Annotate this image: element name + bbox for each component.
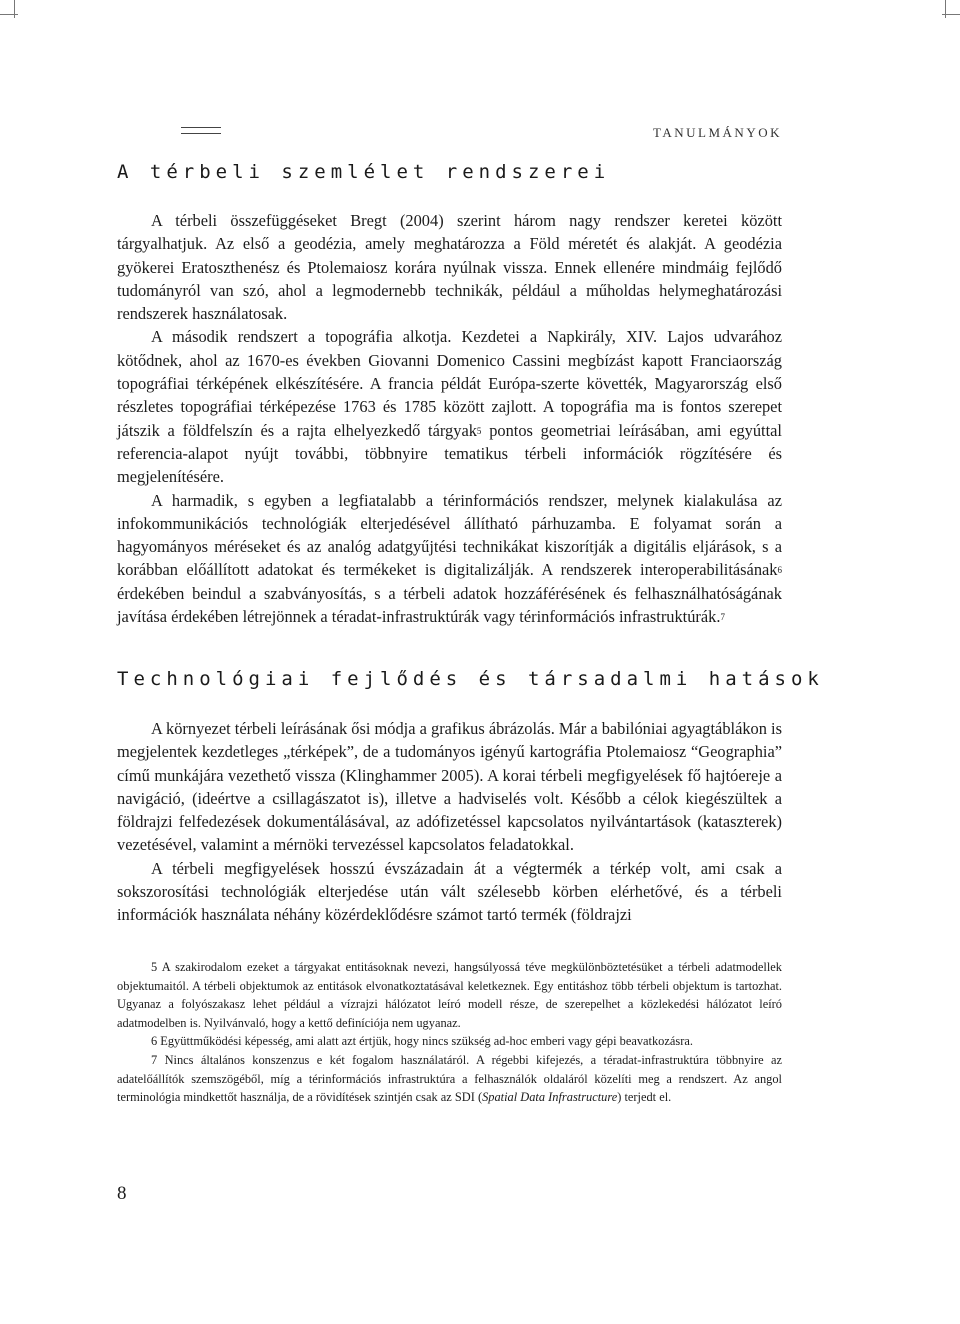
header-rule-mark bbox=[181, 127, 221, 134]
footnote-ref-5[interactable]: 5 bbox=[476, 425, 482, 436]
paragraph-text: A harmadik, s egyben a legfiatalabb a térinformációs rendszer, melynek kialakulása az infokommunikációs technológiák elterjedésével állítható párhuzamba. E folyamat során a hagyományos méréseket és az analóg adatgyűjtési technikákat kiszorítják a digitális eljárások, s a korábban előállított adatokat és termékeket is digitalizálják. A rendszerek interoperabilitásának bbox=[117, 490, 782, 580]
running-head: TANULMÁNYOK bbox=[652, 125, 782, 140]
section-title-terbeli-szemlelet: A térbeli szemlélet rendszerei bbox=[117, 161, 611, 183]
paragraph bbox=[117, 717, 782, 857]
footnote-text: 7 Nincs általános konszenzus e két fogalom használatáról. A régebbi kifejezés, a téradat-infrastruktúra többnyire az adatelőállítók szemszögéből, míg a térinformációs infrastruktúra a felhasználók oldaláról közelíti meg a rendszert. Az angol terminológia mindkettőt használja, de a rövidítések szintjén csak az SDI ( bbox=[117, 1052, 782, 1105]
paragraph bbox=[117, 857, 782, 927]
section-body-1 bbox=[117, 209, 782, 628]
crop-mark-top-left-h bbox=[0, 14, 18, 15]
paragraph-text: A térbeli megfigyelések hosszú évszázadain át a végtermék a térkép volt, ami csak a sokszorosítási technológiák elterjedése után vált szélesebb körben elérhetővé, és a térbeli információk használata néhány közérdeklődésre számot tartó termék (földrajzi bbox=[117, 858, 782, 925]
footnote-ref-6[interactable]: 6 bbox=[777, 565, 782, 576]
crop-mark-top-left bbox=[14, 0, 15, 18]
section-body-2 bbox=[117, 717, 782, 927]
paragraph-text: A második rendszert a topográfia alkotja. Kezdetei a Napkirály, XIV. Lajos udvarához kötődnek, ahol az 1670-es években Giovanni Domenico Cassini megbízást kapott Franciaország topográfiai térképének elkészítésére. A francia példát Európa-szerte követték, Magyarország első részletes topográfiai térképezése 1763 és 1785 között zajlott. A topográfia ma is fontos szerepet játszik a földfelszín és a rajta elhelyezkedő tárgyak bbox=[117, 327, 782, 440]
paragraph-text: érdekében beindul a szabványosítás, s a térbeli adatok hozzáférésének és felhasználhatóságának javítása érdekében létrejönnek a téradat-infrastruktúrák vagy térinformációs infrastruktúrák. bbox=[117, 583, 782, 627]
footnote-ref-7[interactable]: 7 bbox=[720, 612, 725, 623]
footnote-text: ) terjedt el. bbox=[617, 1090, 672, 1105]
paragraph-text: A környezet térbeli leírásának ősi módja a grafikus ábrázolás. Már a babilóniai agyagtáblákon is megjelentek kezdetleges „térképek”, de a tudományos igényű kartográfia Ptolemaiosz “Geographia” című munkájára vezethető vissza (Klinghammer 2005). A korai térbeli megfigyelések fő hajtóereje a navigáció, (ideértve a csillagászatot is), illetve a hadviselés volt. Később a célok kiegészültek a földrajzi felfedezések dokumentálásával, az adófizetéssel kapcsolatos nyilvántartások (kataszterek) vezetésével, valamint a mérnöki tervezéssel kapcsolatos feladatokkal. bbox=[117, 719, 782, 855]
crop-mark-top-right-h bbox=[942, 14, 960, 15]
paragraph-text: pontos geometriai leírásában, ami egyúttal referencia-alapot nyújt további, többnyire tematikus térbeli információk rögzítésére és megjelenítésére. bbox=[117, 420, 782, 487]
section-title-technologiai-fejlodes: Technológiai fejlődés és társadalmi hatások bbox=[117, 668, 824, 690]
paragraph bbox=[117, 325, 782, 488]
footnote-5: 5 A szakirodalom ezeket a tárgyakat entitásoknak nevezi, hangsúlyossá téve megkülönböztetésüket a térbeli adatmodellek objektumaitól. A térbeli objektumok az entitások elvonatkoztatásával keletkeznek. Egy entitáshoz több térbeli objektum is tartozhat. Ugyanaz a folyószakasz lehet például a vízrajzi hálózatot leíró modell része, de szerepelhet a közlekedési hálózatot leíró adatmodelben is. Nyilvánvaló, hogy a kettő definíciója nem ugyanaz. bbox=[117, 960, 782, 1030]
page-number: 8 bbox=[117, 1183, 127, 1204]
crop-mark-top-right bbox=[945, 0, 946, 18]
paragraph-text: A térbeli összefüggéseket Bregt (2004) szerint három nagy rendszer keretei között tárgyalhatjuk. Az első a geodézia, amely meghatározza a Föld méretét és alakját. A geodézia gyökerei Eratoszthenész és Ptolemaiosz korára nyúlnak vissza. Ennek ellenére mindmáig fejlődő tudományról van szó, ahol a legmodernebb technikák, például a műholdas helymeghatározási rendszerek használatosak. bbox=[117, 211, 782, 324]
footnotes bbox=[117, 958, 782, 1107]
footnote-7 bbox=[117, 1051, 782, 1107]
paragraph bbox=[117, 489, 782, 629]
paragraph bbox=[117, 209, 782, 325]
footnote-6: 6 Együttműködési képesség, ami alatt azt értjük, hogy nincs szükség ad-hoc emberi vagy gépi beavatkozásra. bbox=[151, 1034, 693, 1049]
footnote-italic-term: Spatial Data Infrastructure bbox=[482, 1090, 618, 1105]
